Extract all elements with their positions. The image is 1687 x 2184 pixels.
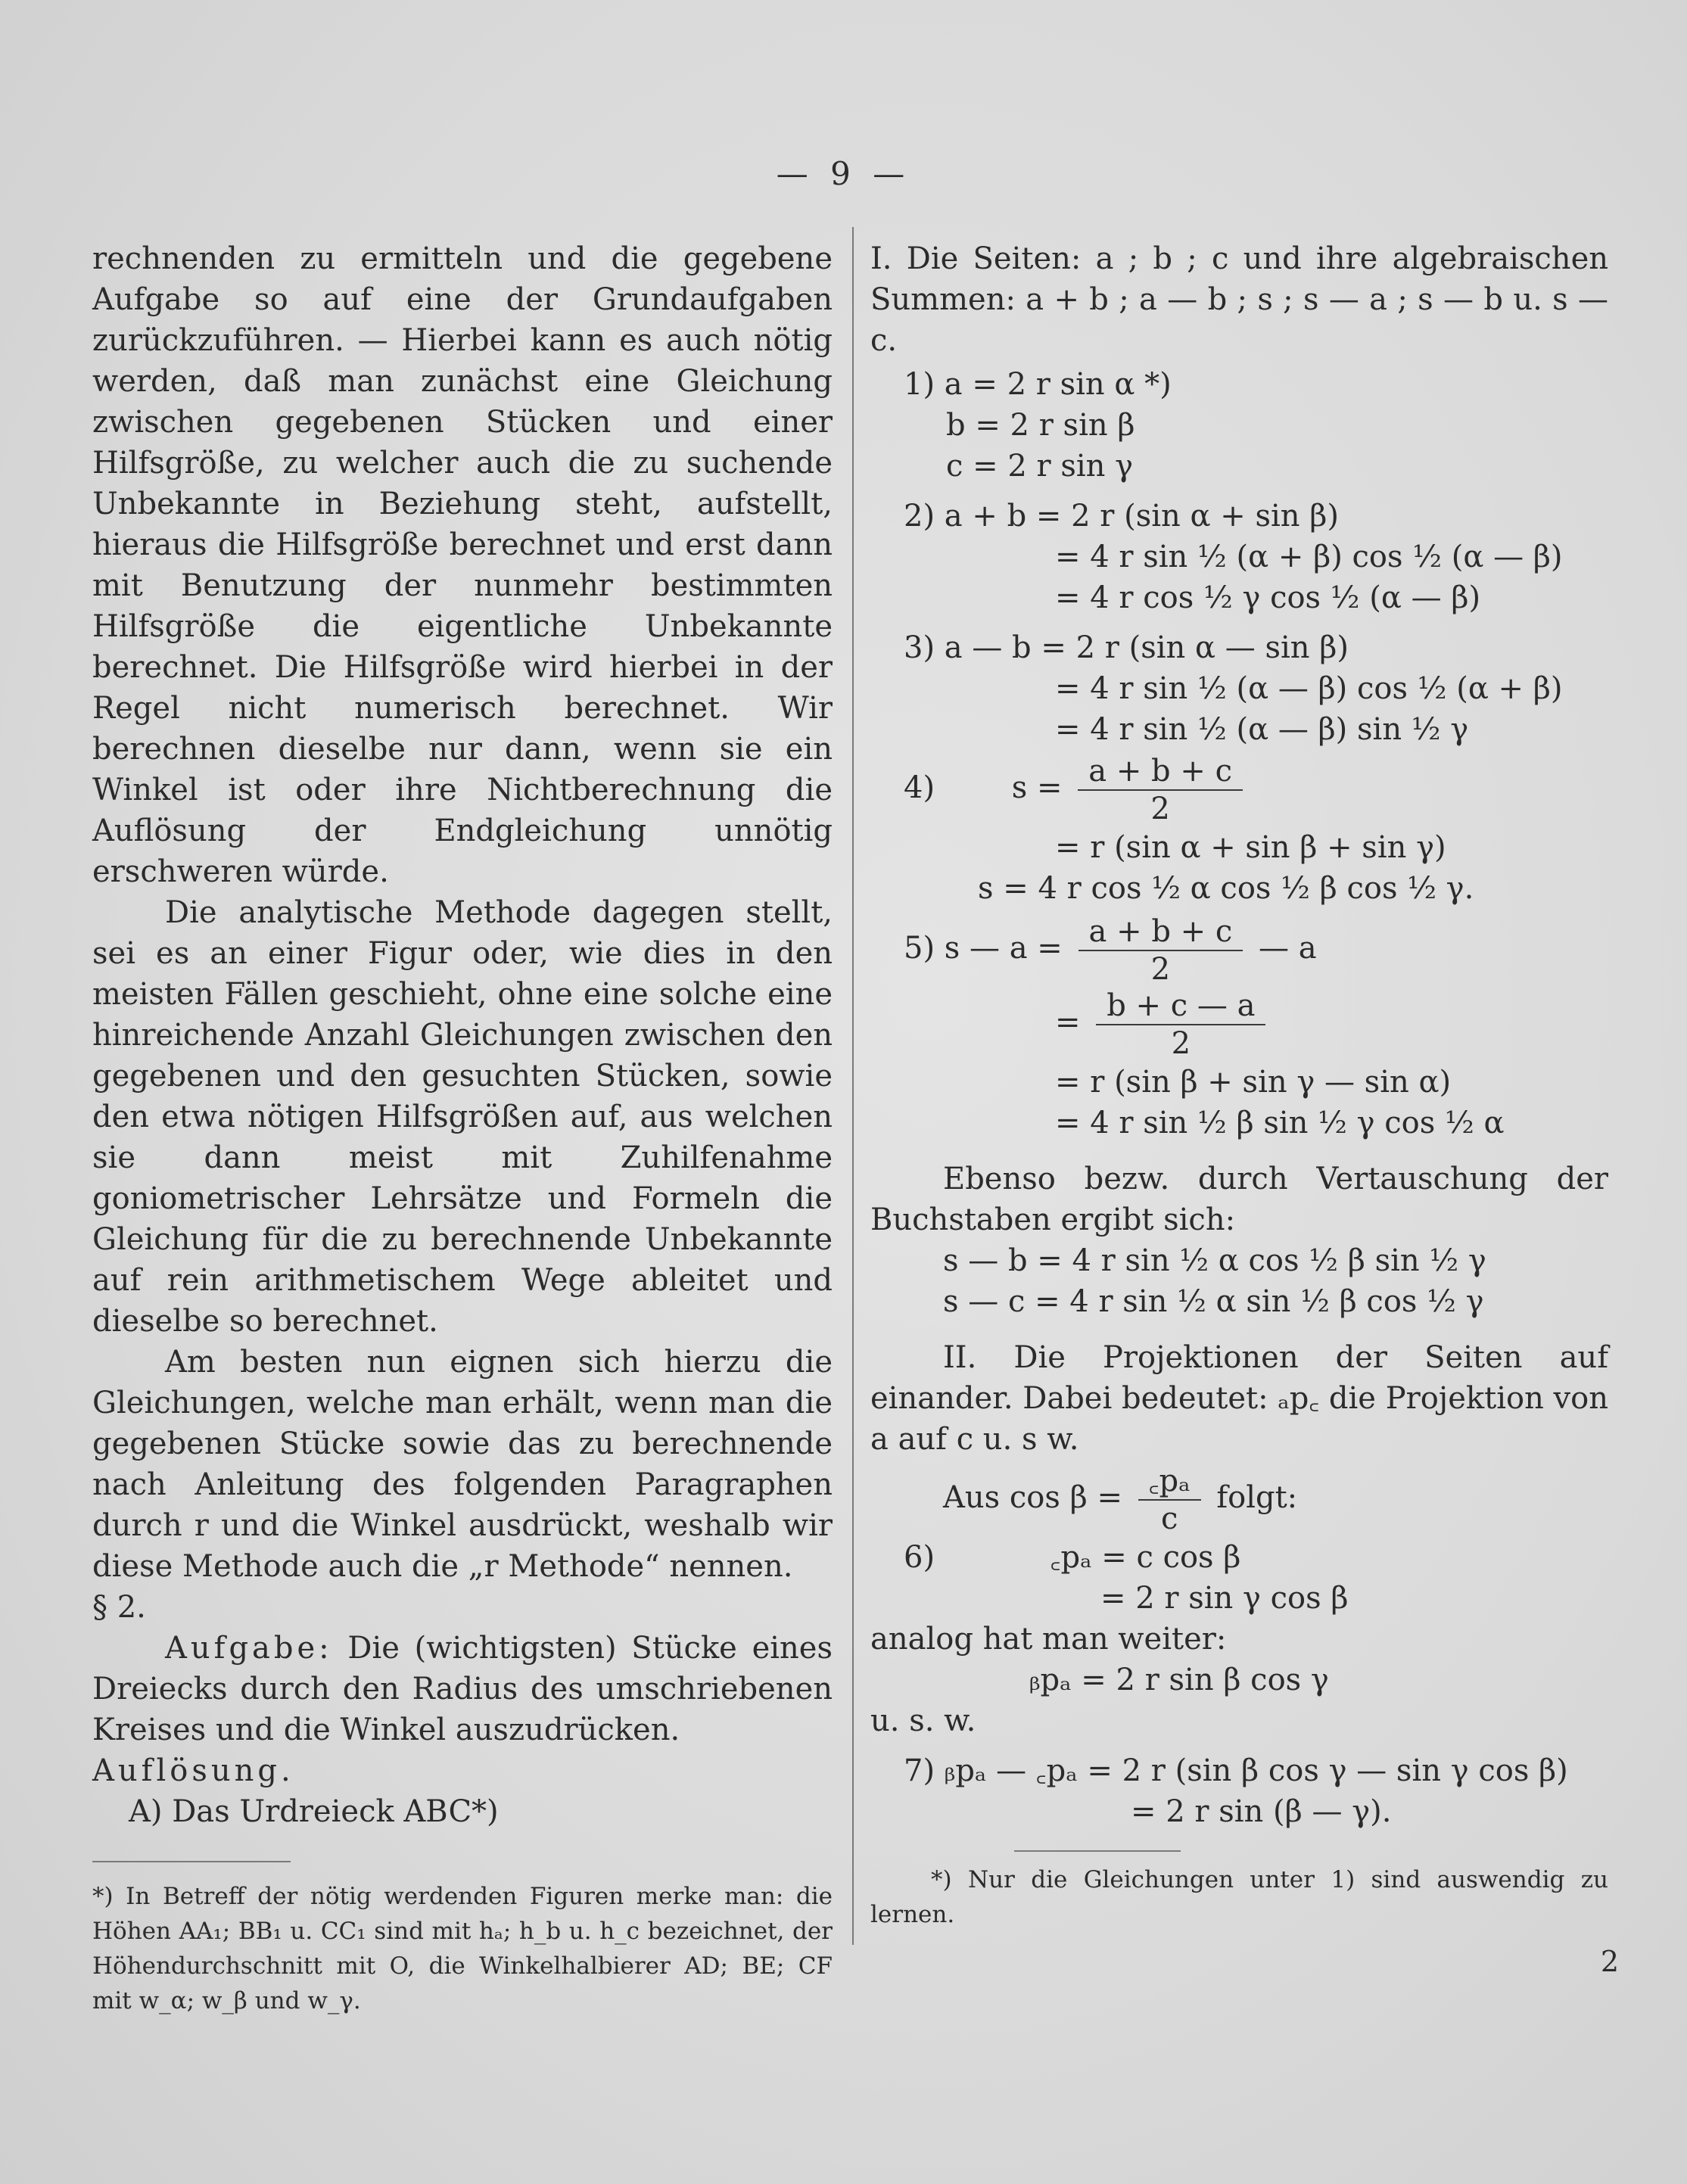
eq-7a: 7) ᵦpₐ — ꜀pₐ = 2 r (sin β cos γ — sin γ cos β) xyxy=(904,1753,1568,1788)
eq-5d: = 4 r sin ½ β sin ½ γ cos ½ α xyxy=(1055,1106,1505,1140)
eq-5b-denominator: 2 xyxy=(1171,1026,1191,1061)
eq-3c: = 4 r sin ½ (α — β) sin ½ γ xyxy=(1055,712,1469,747)
solution-heading: Auflösung. xyxy=(92,1753,294,1788)
usw-line: u. s. w. xyxy=(870,1703,976,1738)
eq-1c: c = 2 r sin γ xyxy=(946,449,1134,484)
aus-prefix: Aus cos β = xyxy=(943,1480,1122,1515)
column-divider xyxy=(852,227,854,1945)
footnote-left: *) In Betreff der nötig werdenden Figuren merke man: die Höhen AA₁; BB₁ u. CC₁ sind mit hₐ; h_b u. h_c bezeichnet, der Höhendurchschnitt mit O, die Winkelhalbierer AD; BE; CF mit w_α; w_β und w_γ. xyxy=(92,1883,833,2014)
aus-fraction xyxy=(1138,1463,1201,1537)
eq-1a: 1) a = 2 r sin α *) xyxy=(904,367,1172,402)
aus-denominator: c xyxy=(1160,1501,1178,1536)
task-paragraph xyxy=(92,1628,833,1750)
task-text: Die (wichtigsten) Stücke eines Dreiecks durch den Radius des umschriebenen Kreises und die Winkel auszudrücken. xyxy=(92,1631,833,1747)
analog-line: analog hat man weiter: xyxy=(870,1622,1227,1657)
eq-5c: = r (sin β + sin γ — sin α) xyxy=(1055,1065,1452,1100)
paragraph-2: Die analytische Methode dagegen stellt, sei es an einer Figur oder, wie dies in den meisten Fällen geschieht, ohne eine solche eine hinreichende Anzahl Gleichungen zwischen den gegebenen und den gesuchten Stücken, sowie den etwa nötigen Hilfsgrößen auf, aus welchen sie dann meist mit Zuhilfenahme goniometrischer Lehrsätze und Formeln die Gleichung für die zu berechnende Unbekannte auf rein arithmetischem Wege ableitet und dieselbe so berechnet. xyxy=(92,895,833,1339)
eq-4c: s = 4 r cos ½ α cos ½ β cos ½ γ. xyxy=(978,871,1474,906)
eq-4b: = r (sin α + sin β + sin γ) xyxy=(1055,830,1446,865)
footnote-rule-left xyxy=(92,1861,291,1862)
eq-2c: = 4 r cos ½ γ cos ½ (α — β) xyxy=(1055,580,1481,615)
eq-3a: 3) a — b = 2 r (sin α — sin β) xyxy=(904,630,1349,665)
task-label: Aufgabe: xyxy=(165,1631,333,1666)
paragraph-3: Am besten nun eignen sich hierzu die Gleichungen, welche man erhält, wenn man die gegebenen Stücke sowie das zu berechnende nach Anleitung des folgenden Paragraphen durch r und die Winkel ausdrückt, weshalb wir diese Methode auch die „r Methode“ nennen. xyxy=(92,1345,833,1584)
eq-5f: s — c = 4 r sin ½ α sin ½ β cos ½ γ xyxy=(943,1284,1484,1319)
left-column xyxy=(92,238,833,2018)
eq-4-denominator: 2 xyxy=(1150,792,1170,826)
eq-5-denominator: 2 xyxy=(1150,952,1171,987)
heading-sides: I. Die Seiten: a ; b ; c und ihre algebraischen Summen: a + b ; a — b ; s ; s — a ; s — b u. s — c. xyxy=(870,241,1608,358)
heading-projections: II. Die Projektionen der Seiten auf einander. Dabei bedeutet: ₐp꜀ die Projektion von a auf c u. s w. xyxy=(870,1340,1608,1457)
eq-2a: 2) a + b = 2 r (sin α + sin β) xyxy=(904,499,1339,534)
eq-5e: s — b = 4 r sin ½ α cos ½ β sin ½ γ xyxy=(943,1243,1486,1278)
aus-numerator: ꜀pₐ xyxy=(1138,1463,1201,1501)
eq-5-fraction xyxy=(1078,913,1243,988)
eq-3b: = 4 r sin ½ (α — β) cos ½ (α + β) xyxy=(1055,671,1563,706)
paragraph-1: rechnenden zu ermitteln und die gegebene Aufgabe so auf eine der Grundaufgaben zurückzuführen. — Hierbei kann es auch nötig werden, daß man zunächst eine Gleichung zwischen gegebenen Stücken und einer Hilfsgröße, zu welcher auch die zu suchende Unbekannte in Beziehung steht, aufstellt, hieraus die Hilfsgröße berechnet und erst dann mit Benutzung der nunmehr bestimmten Hilfsgröße die eigentliche Unbekannte berechnet. Die Hilfsgröße wird hierbei in der Regel nicht numerisch berechnet. Wir berechnen dieselbe nur dann, wenn sie ein Winkel ist oder ihre Nichtberechnung die Auflösung der Endgleichung unnötig erschweren würde. xyxy=(92,241,833,889)
footnote-rule-right xyxy=(1014,1850,1181,1852)
eq-7b: = 2 r sin (β — γ). xyxy=(1131,1794,1392,1829)
eq-6b: = 2 r sin γ cos β xyxy=(1100,1581,1349,1616)
eq-5-tail: — a xyxy=(1259,931,1317,966)
page-number: — 9 — xyxy=(776,155,911,192)
subsection-heading: A) Das Urdreieck ABC*) xyxy=(129,1794,499,1829)
right-column xyxy=(870,238,1608,1932)
eq-5b-fraction xyxy=(1096,988,1265,1062)
eq-4-lhs: 4) s = xyxy=(904,770,1063,805)
ebenso-paragraph: Ebenso bezw. durch Vertauschung der Buchstaben ergibt sich: xyxy=(870,1162,1608,1237)
eq-5b-lhs: = xyxy=(1055,1005,1081,1040)
eq-5a xyxy=(904,913,1608,988)
footnote-right: *) Nur die Gleichungen unter 1) sind auswendig zu lernen. xyxy=(870,1866,1608,1928)
eq-2b: = 4 r sin ½ (α + β) cos ½ (α — β) xyxy=(1055,540,1563,574)
eq-6a: 6) ꜀pₐ = c cos β xyxy=(904,1540,1241,1575)
eq-5b-numerator: b + c — a xyxy=(1096,988,1265,1025)
eq-5-lhs: 5) s — a = xyxy=(904,931,1063,966)
aus-suffix: folgt: xyxy=(1216,1480,1298,1515)
eq-4-numerator: a + b + c xyxy=(1078,753,1243,791)
eq-5b xyxy=(904,988,1608,1062)
aus-line xyxy=(870,1463,1608,1537)
eq-1b: b = 2 r sin β xyxy=(946,408,1135,443)
signature-mark: 2 xyxy=(1600,1945,1619,1978)
section-heading: § 2. xyxy=(92,1590,146,1625)
eq-4a xyxy=(904,753,1608,827)
eq-5-numerator: a + b + c xyxy=(1078,913,1243,951)
eq-6c: ᵦpₐ = 2 r sin β cos γ xyxy=(1029,1663,1329,1697)
eq-4-fraction xyxy=(1078,753,1243,827)
